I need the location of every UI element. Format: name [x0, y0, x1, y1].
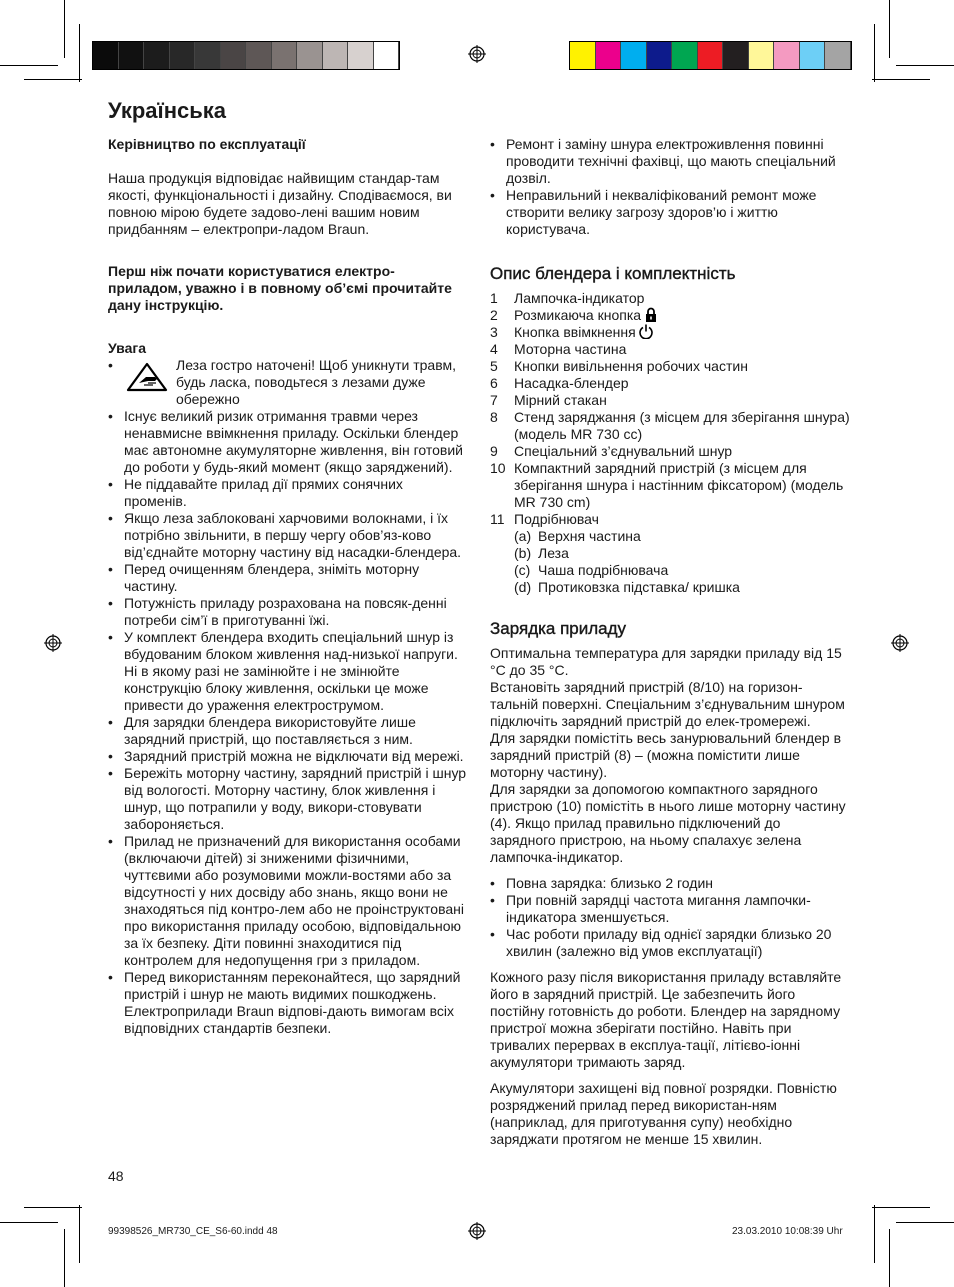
footer-timestamp: 23.03.2010 10:08:39 Uhr — [732, 1226, 843, 1237]
registration-mark-icon — [891, 634, 909, 652]
warning-list — [108, 357, 468, 1037]
list-item: • Зарядний пристрій можна не відключати від мережі. — [108, 748, 468, 765]
list-item: 6 Насадка-блендер — [490, 375, 629, 391]
color-swatch — [144, 42, 170, 69]
repair-list — [490, 136, 850, 238]
footer-filename: 99398526_MR730_CE_S6-60.indd 48 — [108, 1226, 278, 1237]
color-swatch — [119, 42, 145, 69]
crop-mark — [0, 65, 58, 66]
crop-mark — [79, 24, 80, 82]
right-column — [490, 136, 850, 1148]
list-item: (d) Протиковзка підставка/ кришка — [514, 579, 740, 595]
list-item: 8 Стенд заряджання (з місцем для зберігання шнура) (модель MR 730 cc) — [490, 409, 850, 442]
list-item: 1 Лампочка-індикатор — [490, 290, 645, 306]
grayscale-color-bar — [92, 41, 400, 70]
color-swatch — [596, 42, 622, 69]
color-swatch — [698, 42, 724, 69]
list-item: 5 Кнопки вивільнення робочих частин — [490, 358, 748, 374]
manual-heading: Керівництво по експлуатації — [108, 136, 306, 152]
charging-paragraph: Оптимальна температура для зарядки приладу від 15 °C до 35 °C. — [490, 645, 842, 678]
list-item: (c) Чаша подрібнювача — [514, 562, 669, 578]
list-item: • Прилад не призначений для використання особами (включаючи дітей) зі зниженими фізичними, чуттєвими або розумовими можли-востями або за відсутності у них досвіду або знань, якщо вони не знаходяться під контро-лем або не проінструктовані про використання приладу особою, відповідальною за їх безпеку. Діти повинні знаходитися під контролем для недопущення гри з приладом. — [108, 833, 468, 969]
list-item: • Існує великий ризик отримання травми через ненавмисне ввімкнення приладу. Оскільки блендер має автономне акумуляторне живлення, він готовий до роботи у будь-який момент (якщо заряджений). — [108, 408, 468, 476]
cmyk-color-bar — [569, 41, 852, 70]
crop-mark — [872, 79, 930, 80]
crop-mark — [896, 1222, 954, 1223]
color-swatch — [93, 42, 119, 69]
crop-mark — [874, 24, 875, 82]
color-swatch — [723, 42, 749, 69]
parts-list — [490, 290, 850, 596]
list-item: (a) Верхня частина — [514, 528, 641, 544]
power-icon — [639, 324, 653, 339]
crop-mark — [24, 79, 82, 80]
registration-mark-icon — [44, 634, 62, 652]
color-swatch — [297, 42, 323, 69]
lock-icon — [644, 307, 658, 322]
charging-list — [490, 875, 850, 960]
charging-paragraph: Встановіть зарядний пристрій (8/10) на горизон-тальній поверхні. Спеціальним з’єднувальним шнуром підключіть зарядний пристрій до елек-тромережі. — [490, 679, 845, 729]
list-item: • Якщо леза заблоковані харчовими волокнами, і їх потрібно звільнити, в першу чергу обов’яз-ково від’єднайте моторну частину від насадки-блендера. — [108, 510, 468, 561]
list-item: • Бережіть моторну частину, зарядний пристрій і шнур від вологості. Моторну частину, блок живлення і шнур, що потрапили у воду, викори-стовувати забороняється. — [108, 765, 468, 833]
list-item: 4 Моторна частина — [490, 341, 627, 357]
color-swatch — [246, 42, 272, 69]
color-swatch — [221, 42, 247, 69]
color-swatch — [749, 42, 775, 69]
crop-mark — [79, 1205, 80, 1263]
list-item — [108, 357, 468, 408]
crop-mark — [872, 1207, 930, 1208]
left-column — [108, 136, 468, 1037]
registration-mark-icon — [468, 45, 486, 63]
crop-mark — [896, 65, 954, 66]
color-swatch — [170, 42, 196, 69]
list-item: • Не піддавайте прилад дії прямих сонячних променів. — [108, 476, 468, 510]
list-item: 11 Подрібнювач — [490, 511, 599, 527]
page-title: Українська — [108, 98, 227, 123]
color-swatch — [195, 42, 221, 69]
color-swatch — [374, 42, 400, 69]
color-swatch — [570, 42, 596, 69]
warning-heading: Увага — [108, 340, 147, 356]
list-item: • Перед використанням переконайтеся, що зарядний пристрій і шнур не мають видимих пошкоджень. Електроприлади Braun відпові-дають вимогам всіх відповідних стандартів безпеки. — [108, 969, 468, 1037]
color-swatch — [348, 42, 374, 69]
crop-mark — [889, 1229, 890, 1287]
charging-paragraph: Для зарядки за допомогою компактного зарядного пристрою (10) помістіть в нього лише моторну частину (4). Якщо прилад правильно підключений до зарядного пристрою, на ньому спалахує зелена лампочка-індикатор. — [490, 781, 846, 865]
registration-mark-icon — [468, 1222, 486, 1240]
crop-mark — [0, 1222, 58, 1223]
list-item: 7 Мірний стакан — [490, 392, 607, 408]
crop-mark — [24, 1207, 82, 1208]
crop-mark — [889, 0, 890, 58]
color-swatch — [621, 42, 647, 69]
sharp-blade-warning-icon — [126, 362, 168, 392]
charging-paragraph: Для зарядки помістіть весь занурювальний блендер в зарядний пристрій (8) – (можна помістити лише моторну частину). — [490, 730, 842, 780]
crop-mark — [64, 1229, 65, 1287]
blade-warning-text: • Леза гостро наточені! Щоб уникнути травм, будь ласка, поводьтеся з лезами дуже обережно — [176, 357, 456, 407]
color-swatch — [825, 42, 851, 69]
crop-mark — [64, 0, 65, 58]
list-item: 3 Кнопка ввімкнення — [490, 324, 850, 341]
charging-paragraph: Кожного разу після використання приладу вставляйте його в зарядний пристрій. Це забезпечить його постійну готовність до роботи. Блендер на зарядному пристрої можна зберігати постійно. Навіть при тривалих перервах в експлуа-тації, літієво-іонні акумулятори тримають заряд. — [490, 969, 842, 1070]
color-swatch — [323, 42, 349, 69]
list-item: • Повна зарядка: близько 2 годин — [490, 875, 850, 892]
list-item: 2 Розмикаюча кнопка — [490, 307, 850, 324]
list-item: • Неправильний і некваліфікований ремонт може створити велику загрозу здоров’ю і життю користувача. — [490, 187, 850, 238]
list-item: • Для зарядки блендера використовуйте лише зарядний пристрій, що поставляється з ним. — [108, 714, 468, 748]
page-number: 48 — [108, 1168, 124, 1184]
charging-paragraph: Акумулятори захищені від повної розрядки. Повністю розряджений прилад перед використан-ням (наприклад, для приготування супу) необхідно заряджати протягом не менше 15 хвилин. — [490, 1080, 837, 1147]
list-item: • Перед очищенням блендера, зніміть моторну частину. — [108, 561, 468, 595]
color-swatch — [672, 42, 698, 69]
color-swatch — [774, 42, 800, 69]
color-swatch — [272, 42, 298, 69]
color-swatch — [647, 42, 673, 69]
intro-paragraph: Наша продукція відповідає найвищим стандар-там якості, функціональності і дизайну. Сподіваємося, ви повною мірою будете задово-лені вашим новим придбанням – електропри-ладом Braun. — [108, 170, 452, 237]
list-item: • Час роботи приладу від однієї зарядки близько 20 хвилин (залежно від умов експлуатації) — [490, 926, 850, 960]
list-item: 9 Спеціальний з’єднувальний шнур — [490, 443, 733, 459]
description-heading: Опис блендера і комплектність — [490, 264, 736, 283]
crop-mark — [874, 1205, 875, 1263]
list-item: (b) Леза — [514, 545, 569, 561]
list-item: • У комплект блендера входить спеціальний шнур із вбудованим блоком живлення над-низької напруги. Ні в якому разі не замінюйте і не змінюйте конструкцію блоку живлення, оскільки це може привести до ураження електрострумом. — [108, 629, 468, 714]
read-first-notice: Перш ніж почати користуватися електро-приладом, уважно і в повному об’ємі прочитайте дану інструкцію. — [108, 263, 452, 313]
list-item: 10 Компактний зарядний пристрій (з місцем для зберігання шнура і настінним фіксатором) (модель MR 730 cm) — [490, 460, 844, 510]
list-item: • Потужність приладу розрахована на повсяк-денні потреби сім’ї в приготуванні їжі. — [108, 595, 468, 629]
list-item: • Ремонт і заміну шнура електроживлення повинні проводити технічні фахівці, що мають спеціальний дозвіл. — [490, 136, 850, 187]
color-swatch — [800, 42, 826, 69]
charging-heading: Зарядка приладу — [490, 619, 627, 638]
list-item: • При повній зарядці частота мигання лампочки-індикатора зменшується. — [490, 892, 850, 926]
